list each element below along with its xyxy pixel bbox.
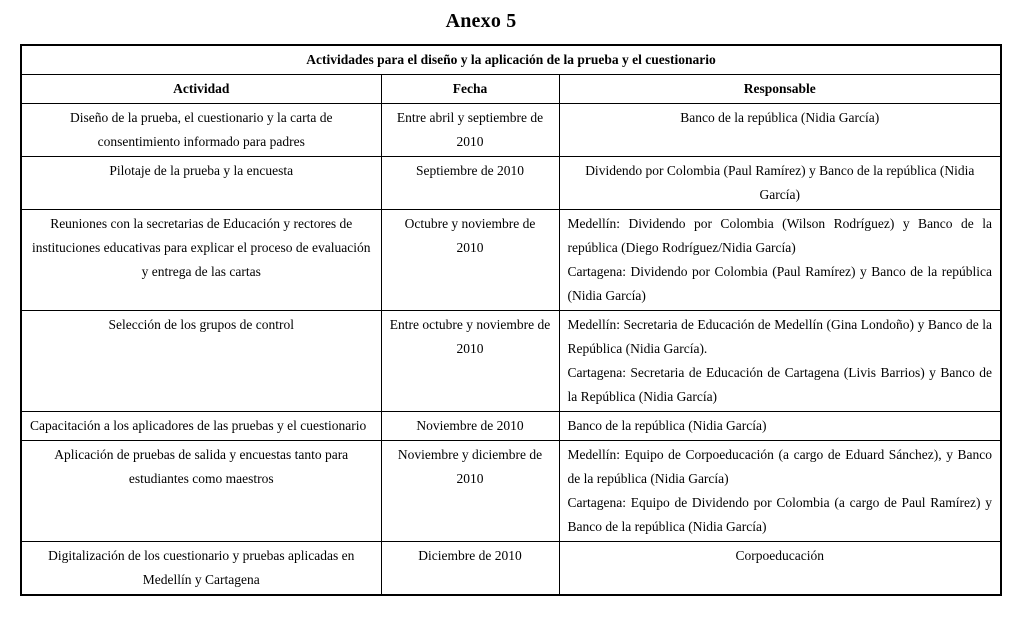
table-caption-row (21, 45, 1001, 75)
fecha-text: Noviembre de 2010 (416, 418, 524, 433)
cell-actividad (21, 210, 381, 311)
fecha-text: Diciembre de 2010 (418, 548, 522, 563)
cell-fecha (381, 412, 559, 441)
column-header-responsable: Responsable (559, 75, 1001, 104)
table-row (21, 210, 1001, 311)
actividad-text: Selección de los grupos de control (108, 317, 295, 332)
cell-fecha (381, 311, 559, 412)
actividad-text: Digitalización de los cuestionario y pruebas aplicadas en Medellín y Cartagena (48, 548, 355, 587)
activities-table (20, 44, 1002, 596)
responsable-text: Banco de la república (Nidia García) (680, 110, 880, 125)
cell-fecha (381, 210, 559, 311)
cell-actividad (21, 157, 381, 210)
cell-responsable (559, 441, 1001, 542)
fecha-text: Entre octubre y noviembre de 2010 (389, 317, 551, 356)
responsable-text: Medellín: Dividendo por Colombia (Wilson Rodríguez) y Banco de la república (Diego Rodríguez/Nidia García) (567, 216, 993, 255)
table-caption: Actividades para el diseño y la aplicación de la prueba y el cuestionario (21, 45, 1001, 75)
table-header-row (21, 75, 1001, 104)
cell-fecha (381, 104, 559, 157)
cell-actividad (21, 412, 381, 441)
cell-responsable (559, 104, 1001, 157)
actividad-text: Capacitación a los aplicadores de las pruebas y el cuestionario (30, 418, 367, 433)
cell-actividad (21, 542, 381, 596)
fecha-text: Noviembre y diciembre de 2010 (397, 447, 543, 486)
responsable-text: Corpoeducación (735, 548, 824, 563)
page-title: Anexo 5 (445, 10, 517, 32)
table-row (21, 542, 1001, 596)
cell-responsable (559, 412, 1001, 441)
cell-fecha (381, 157, 559, 210)
table-row (21, 157, 1001, 210)
actividad-text: Aplicación de pruebas de salida y encuestas tanto para estudiantes como maestros (54, 447, 349, 486)
fecha-text: Entre abril y septiembre de 2010 (396, 110, 544, 149)
responsable-text: Cartagena: Equipo de Dividendo por Colombia (a cargo de Paul Ramírez) y Banco de la república (Nidia García) (567, 495, 993, 534)
responsable-text: Cartagena: Dividendo por Colombia (Paul Ramírez) y Banco de la república (Nidia García) (567, 264, 993, 303)
cell-responsable (559, 542, 1001, 596)
cell-responsable (559, 311, 1001, 412)
responsable-text: Banco de la república (Nidia García) (567, 418, 767, 433)
actividad-text: Pilotaje de la prueba y la encuesta (109, 163, 294, 178)
responsable-text: Medellín: Equipo de Corpoeducación (a cargo de Eduard Sánchez), y Banco de la república (Nidia García) (567, 447, 993, 486)
column-header-actividad: Actividad (21, 75, 381, 104)
fecha-text: Septiembre de 2010 (416, 163, 524, 178)
responsable-text: Medellín: Secretaria de Educación de Medellín (Gina Londoño) y Banco de la República (Nidia García). (567, 317, 993, 356)
responsable-text: Cartagena: Secretaria de Educación de Cartagena (Livis Barrios) y Banco de la República (Nidia García) (567, 365, 993, 404)
cell-fecha (381, 542, 559, 596)
cell-actividad (21, 441, 381, 542)
responsable-text: Dividendo por Colombia (Paul Ramírez) y Banco de la república (Nidia García) (585, 163, 975, 202)
actividad-text: Reuniones con la secretarias de Educación y rectores de instituciones educativas para explicar el proceso de evaluación y entrega de las cartas (32, 216, 371, 279)
table-row (21, 311, 1001, 412)
actividad-text: Diseño de la prueba, el cuestionario y la carta de consentimiento informado para padres (70, 110, 333, 149)
cell-actividad (21, 104, 381, 157)
column-header-fecha: Fecha (381, 75, 559, 104)
cell-responsable (559, 157, 1001, 210)
fecha-text: Octubre y noviembre de 2010 (404, 216, 536, 255)
cell-responsable (559, 210, 1001, 311)
table-row (21, 412, 1001, 441)
cell-fecha (381, 441, 559, 542)
table-row (21, 104, 1001, 157)
table-row (21, 441, 1001, 542)
cell-actividad (21, 311, 381, 412)
